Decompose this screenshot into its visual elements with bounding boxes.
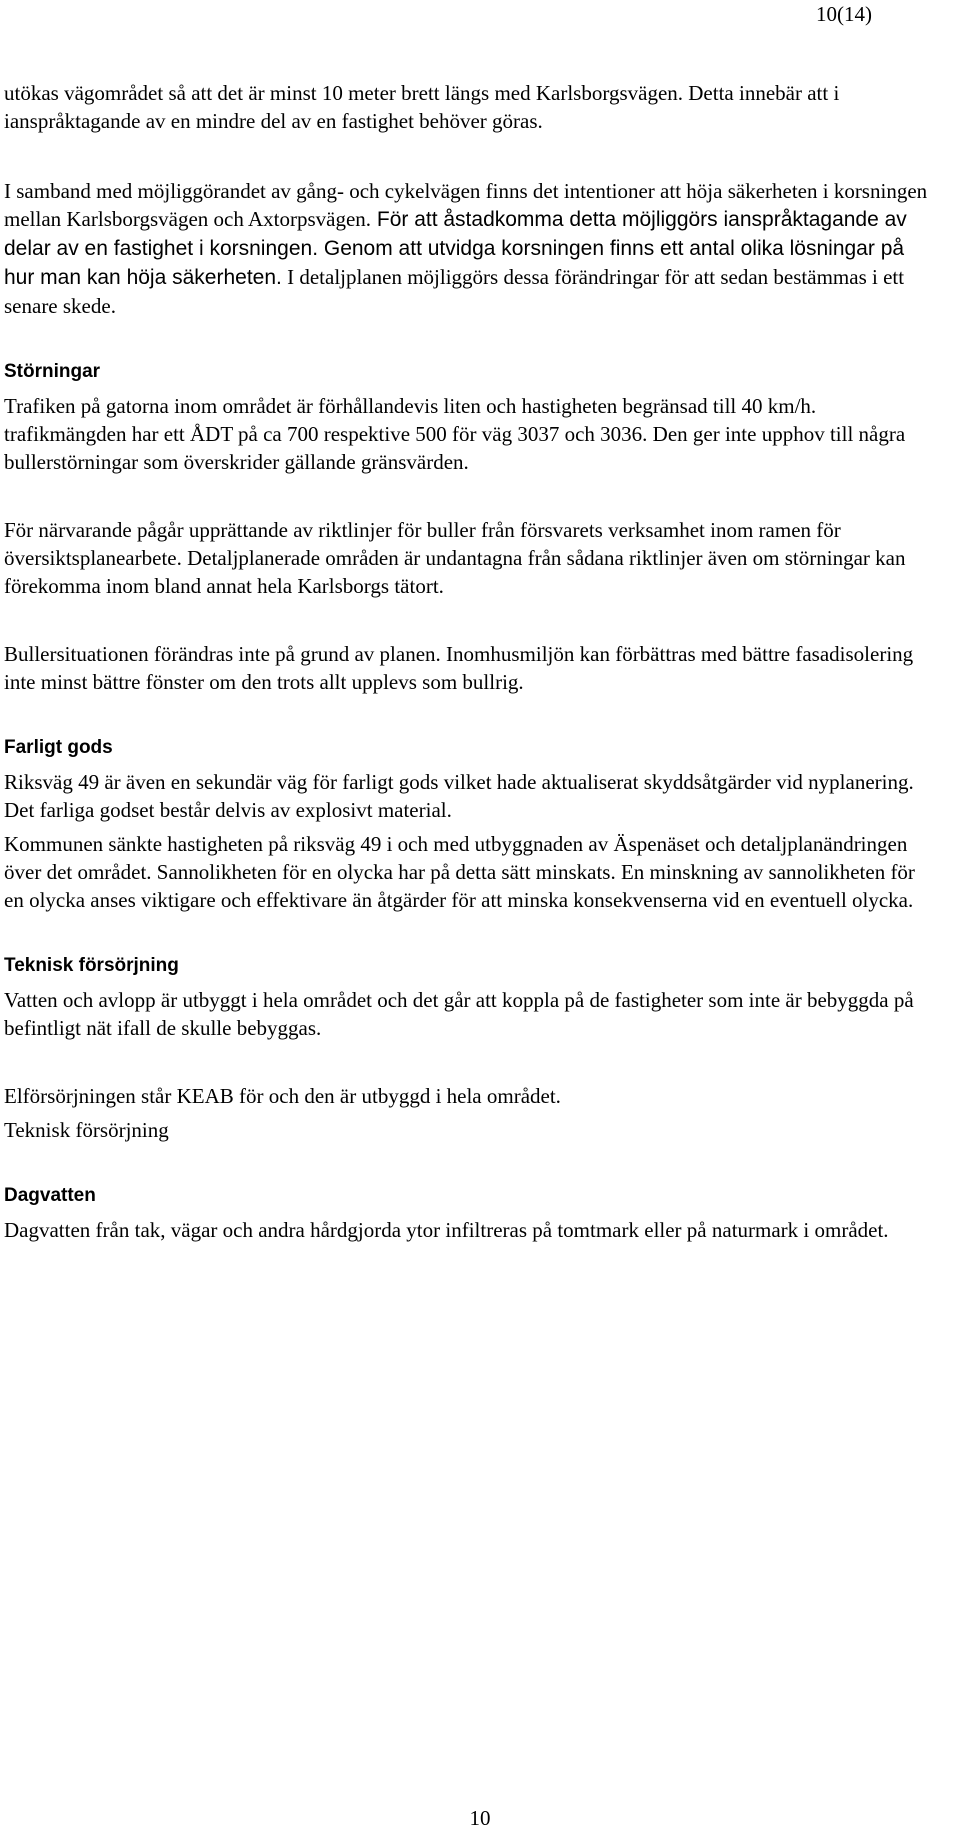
- paragraph-vagomrade: utökas vägområdet så att det är minst 10 meter brett längs med Karlsborgsvägen. Detta innebär att i ianspråktagande av en mindre del av en fastighet behöver göras.: [4, 81, 840, 133]
- paragraph-buller-riktlinjer: För närvarande pågår upprättande av riktlinjer för buller från försvarets verksamhet inom ramen för översiktsplanearbete. Detaljplanerade områden är undantagna från sådana riktlinjer även om störningar kan förekomma inom bland annat hela Karlsborgs tätort.: [4, 518, 906, 598]
- heading-farligt-gods: Farligt gods: [4, 737, 113, 758]
- paragraph-vatten-avlopp: Vatten och avlopp är utbyggt i hela området och det går att koppla på de fastigheter som inte är bebyggda på befintligt nät ifall de skulle bebyggas.: [4, 988, 914, 1040]
- paragraph-trafik: Trafiken på gatorna inom området är förhållandevis liten och hastigheten begränsad till 40 km/h. trafikmängden har ett ÅDT på ca 700 respektive 500 för väg 3037 och 3036. Den ger inte upphov till några bullerstörningar som överskrider gällande gränsvärden.: [4, 394, 906, 474]
- heading-dagvatten: Dagvatten: [4, 1185, 96, 1206]
- paragraph-korsning: [4, 177, 934, 320]
- heading-storningar: Störningar: [4, 361, 101, 382]
- document-body: [4, 79, 934, 1244]
- paragraph-dagvatten: Dagvatten från tak, vägar och andra hårdgjorda ytor infiltreras på tomtmark eller på naturmark i området.: [4, 1218, 889, 1242]
- paragraph-elforsorjning: Elförsörjningen står KEAB för och den är utbyggd i hela området.: [4, 1084, 561, 1108]
- page-footer-number: 10: [469, 1806, 491, 1830]
- paragraph-riksvag: Riksväg 49 är även en sekundär väg för farligt gods vilket hade aktualiserat skyddsåtgärder vid nyplanering. Det farliga godset består delvis av explosivt material.: [4, 770, 914, 822]
- page-header-number: 10(14): [816, 2, 872, 26]
- paragraph-korsning-part-2: För att åstadkomma detta möjliggörs ianspråktagande av delar av en fastighet i korsningen. Genom att utvidga korsningen finns ett antal olika lösningar på hur man kan höja säkerheten.: [4, 208, 907, 289]
- paragraph-korsning-part-3: I detaljplanen möjliggörs dessa förändringar för att sedan bestämmas i ett senare skede.: [4, 265, 905, 318]
- paragraph-hastighet: Kommunen sänkte hastigheten på riksväg 49 i och med utbyggnaden av Äspenäset och detaljplanändringen över det området. Sannolikheten för en olycka har på detta sätt minskats. En minskning av sannolikheten för en olycka anses viktigare och effektivare än åtgärder för att minska konsekvenserna vid en eventuell olycka.: [4, 832, 915, 912]
- paragraph-teknisk-label: Teknisk försörjning: [4, 1118, 169, 1142]
- paragraph-korsning-part-1: I samband med möjliggörandet av gång- och cykelvägen finns det intentioner att höja säkerheten i korsningen mellan Karlsborgsvägen och Axtorpsvägen.: [4, 179, 928, 231]
- paragraph-bullersituation: Bullersituationen förändras inte på grund av planen. Inomhusmiljön kan förbättras med bättre fasadisolering inte minst bättre fönster om den trots allt upplevs som bullrig.: [4, 642, 914, 694]
- heading-teknisk-forsorjning: Teknisk försörjning: [4, 955, 179, 976]
